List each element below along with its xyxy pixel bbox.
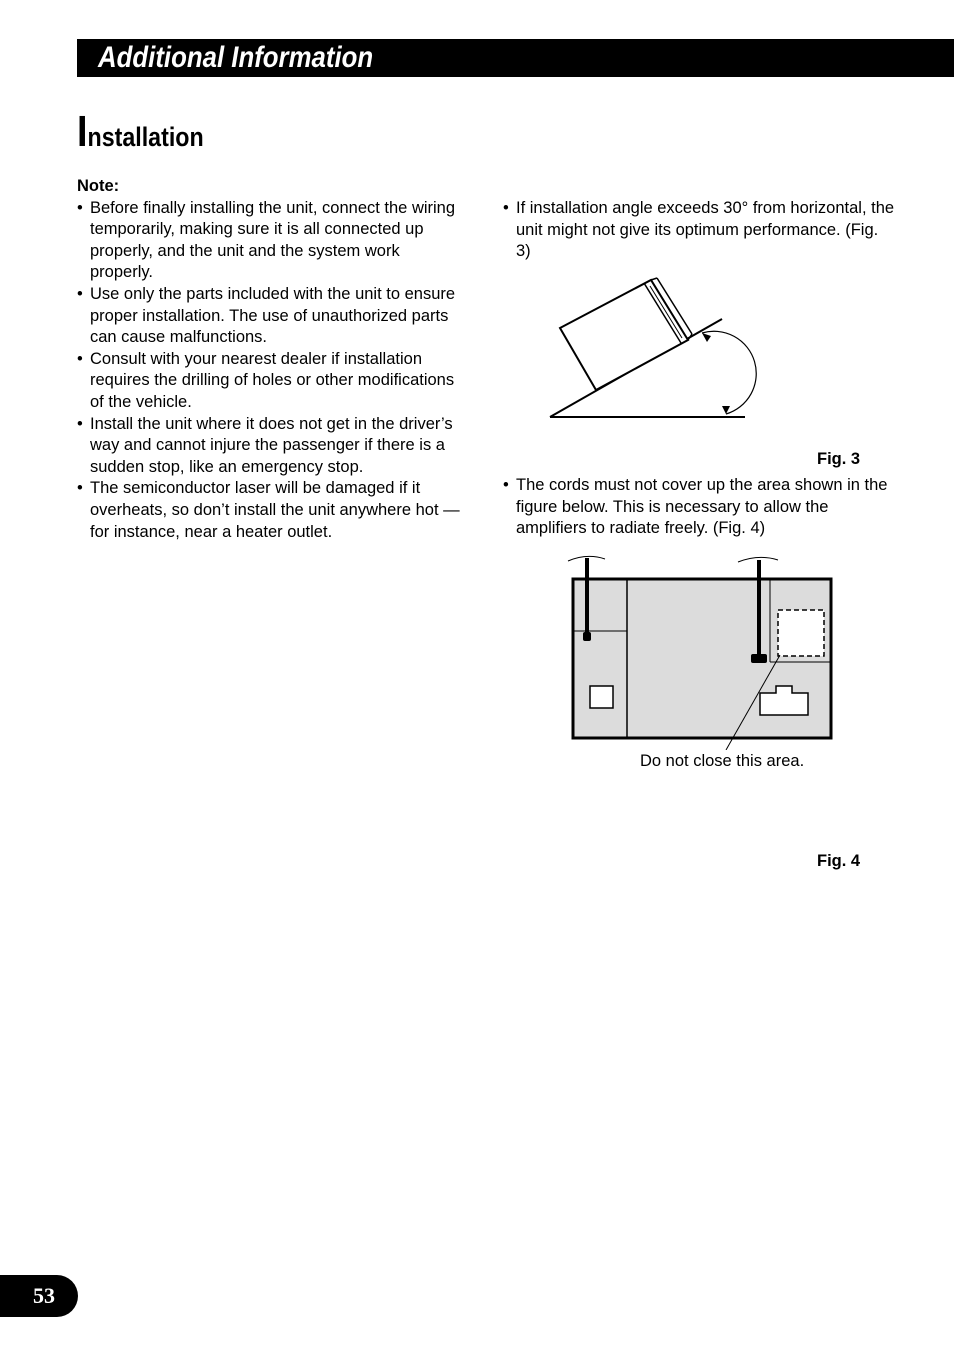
page-number-tab [0, 1275, 78, 1317]
page-number: 53 [33, 1283, 55, 1308]
note-label: Note: [77, 177, 120, 195]
note-item: • The semiconductor laser will be damaged if it overheats, so don’t install the unit anywhere hot — for instance, near a heater outlet. [77, 478, 461, 543]
angle-note: • If installation angle exceeds 30° from horizontal, the unit might not give its optimum performance. (Fig. 3) [503, 198, 895, 263]
left-column [77, 176, 461, 543]
section-title [77, 107, 204, 159]
section-title-initial: I [77, 107, 88, 156]
header-bar [77, 39, 954, 77]
note-item: • Before finally installing the unit, connect the wiring temporarily, making sure it is all connected up properly, and the unit and the system work properly. [77, 198, 461, 284]
fig4-unit-rear-illustration [560, 550, 840, 750]
note-list [77, 198, 461, 544]
cords-note: • The cords must not cover up the area shown in the figure below. This is necessary to allow the amplifiers to radiate freely. (Fig. 4) [503, 475, 895, 540]
fig4-caption: Do not close this area. [640, 752, 805, 770]
fig4-label: Fig. 4 [817, 852, 861, 870]
fig3-angle-illustration [540, 270, 760, 425]
note-item: • Install the unit where it does not get in the driver’s way and cannot injure the passenger if there is a sudden stop, like an emergency stop. [77, 414, 461, 479]
section-title-rest: nstallation [87, 122, 204, 152]
right-column-bottom [503, 475, 895, 540]
header-title: Additional Information [98, 41, 374, 74]
fig3-label: Fig. 3 [817, 450, 861, 468]
note-item: • Consult with your nearest dealer if installation requires the drilling of holes or other modifications of the vehicle. [77, 349, 461, 414]
right-column-top [503, 198, 895, 263]
note-item: • Use only the parts included with the unit to ensure proper installation. The use of unauthorized parts can cause malfunctions. [77, 284, 461, 349]
